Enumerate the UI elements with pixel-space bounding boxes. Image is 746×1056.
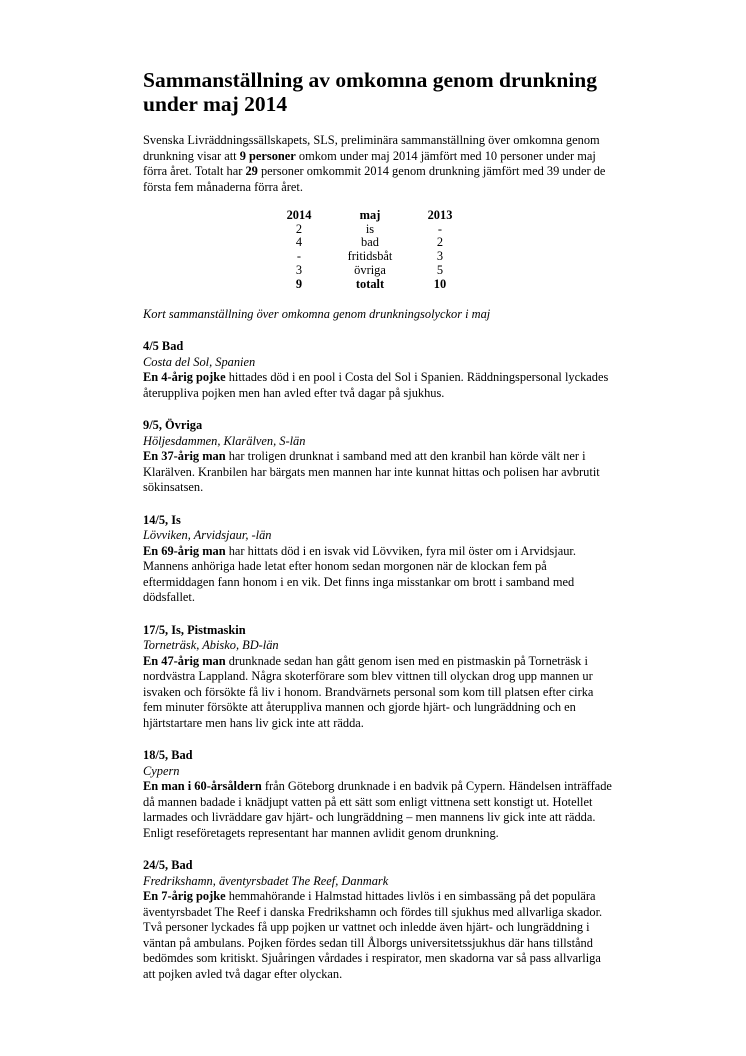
incident-text: drunknade sedan han gått genom isen med en pistmaskin på Torneträsk i nordvästra Lappland. Några skoterförare som blev vittnen till olyckan drog upp mannen ur isvaken och försökte få liv i honom. Brandvärnets personal som kom till platsen efter cirka fem minuter försökte att återuppliva mannen och gjorde hjärt- och lungräddning och en hjärtstartare men hans liv gick inte att rädda.: [143, 653, 594, 730]
summary-caption: Kort sammanställning över omkomna genom drunkningsolyckor i maj: [143, 307, 491, 322]
document-content: [143, 68, 613, 982]
incident-description: [143, 449, 613, 496]
table-row: [273, 264, 465, 278]
table-cell: 3: [436, 249, 444, 264]
incident-heading: 18/5, Bad: [143, 748, 193, 763]
intro-paragraph: [143, 133, 613, 195]
table-cell: 9: [295, 276, 303, 291]
table-header-row: [273, 209, 465, 223]
incident-entry: [143, 748, 613, 841]
table-row: [273, 250, 465, 264]
incident-place: Fredrikshamn, äventyrsbadet The Reef, Danmark: [143, 873, 389, 888]
table-cell: 5: [436, 262, 444, 277]
incident-lead: En 4-årig pojke: [143, 370, 226, 385]
table-cell: 3: [295, 262, 303, 277]
incident-heading: 24/5, Bad: [143, 858, 193, 873]
statistics-table: [273, 209, 465, 291]
table-cell: totalt: [355, 276, 385, 291]
table-header: maj: [359, 208, 381, 222]
table-cell: 2: [295, 221, 303, 236]
table-header: 2013: [427, 208, 453, 222]
incident-description: [143, 544, 613, 606]
table-total-row: [273, 278, 465, 292]
incident-description-continued: Två personer lyckades få upp pojken ur vattnet och inledde även hjärt- och lungräddning i väntan på ambulans. Pojken fördes sedan till Ålborgs universitetssjukhus där hans tillstånd bedömdes som kritiskt. Sjuåringen vårdades i respirator, men skadorna var så pass allvarliga att pojken avled två dagar efter olyckan.: [143, 920, 601, 981]
incident-lead: En 37-årig man: [143, 449, 226, 464]
intro-bold-2: 29: [245, 164, 258, 178]
page-title: [143, 68, 613, 116]
incident-text: hittades död i en pool i Costa del Sol i Spanien. Räddningspersonal lyckades återuppliva pojken men han avled efter två dagar på sjukhus.: [143, 370, 609, 400]
table-row: [273, 223, 465, 237]
table-cell: -: [437, 221, 443, 236]
incident-lead: En man i 60-årsåldern: [143, 779, 262, 794]
incident-text: har troligen drunknat i samband med att den kranbil han körde vält ner i Klarälven. Kranbilen har bärgats men mannen har inte kunnat hittas och polisen har avbrutit sökinsatsen.: [143, 449, 600, 495]
title-line-1: Sammanställning av omkomna genom drunkning: [143, 68, 597, 92]
table-cell: 10: [433, 276, 447, 291]
incident-text: har hittats död i en isvak vid Lövviken, fyra mil öster om i Arvidsjaur. Mannens anhöriga hade letat efter honom sedan morgonen när de klockan fem på eftermiddagen fann honom i en vik. Det finns inga misstankar om brott i samband med dödsfallet.: [143, 543, 576, 605]
intro-text-3: personer omkommit 2014 genom drunkning jämfört med 39 under de första fem månaderna förra året.: [143, 164, 606, 194]
table-cell: bad: [361, 235, 379, 250]
incident-lead: En 69-årig man: [143, 543, 226, 558]
intro-bold-1: 9 personer: [239, 148, 296, 163]
incident-heading: 9/5, Övriga: [143, 418, 203, 433]
incident-text: från Göteborg drunknade i en badvik på Cypern. Händelsen inträffade då mannen badade i knädjupt vatten på ett sätt som enligt vittnena sett konstigt ut. Hotellet larmades och livräddare gav hjärt- och lungräddning – men mannens liv gick inte att rädda. Enligt reseföretagets representant har mannen avlidit genom drunkning.: [143, 779, 612, 840]
incident-entry: [143, 418, 613, 496]
incident-heading: 14/5, Is: [143, 512, 181, 527]
incident-heading: 17/5, Is, Pistmaskin: [143, 622, 246, 637]
table-cell: 4: [295, 235, 303, 250]
incident-entry: [143, 339, 613, 401]
incident-description: [143, 779, 613, 841]
incident-lead: En 7-årig pojke: [143, 889, 226, 904]
table-header: 2014: [286, 208, 312, 222]
table-row: [273, 236, 465, 250]
intro-text-1: Svenska Livräddningssällskapets, SLS, preliminära sammanställning över omkomna genom drunkning visar att: [143, 133, 600, 163]
incident-entry: [143, 858, 613, 982]
incident-description: [143, 889, 613, 920]
incident-description: [143, 370, 613, 401]
intro-text-2: omkom under maj 2014 jämfört med 10 personer under maj förra året. Totalt har: [143, 148, 596, 178]
table-cell: övriga: [354, 262, 386, 277]
incident-entry: [143, 623, 613, 732]
title-line-2: under maj 2014: [143, 92, 288, 116]
incident-lead: En 47-årig man: [143, 653, 226, 668]
incident-place: Cypern: [143, 763, 180, 778]
incident-place: Costa del Sol, Spanien: [143, 354, 256, 369]
incident-description: [143, 654, 613, 732]
incident-place: Torneträsk, Abisko, BD-län: [143, 638, 279, 653]
table-cell: is: [365, 221, 375, 236]
table-cell: fritidsbåt: [347, 249, 393, 264]
table-cell: -: [296, 249, 302, 264]
incident-place: Höljesdammen, Klarälven, S-län: [143, 433, 306, 448]
table-cell: 2: [436, 235, 444, 250]
incident-text: hemmahörande i Halmstad hittades livlös i en simbassäng på det populära äventyrsbadet The Reef i danska Fredrikshamn och fördes till sjukhus med allvarliga skador.: [143, 889, 603, 919]
incident-entry: [143, 513, 613, 606]
incident-heading: 4/5 Bad: [143, 339, 184, 354]
incident-place: Lövviken, Arvidsjaur, -län: [143, 528, 272, 543]
